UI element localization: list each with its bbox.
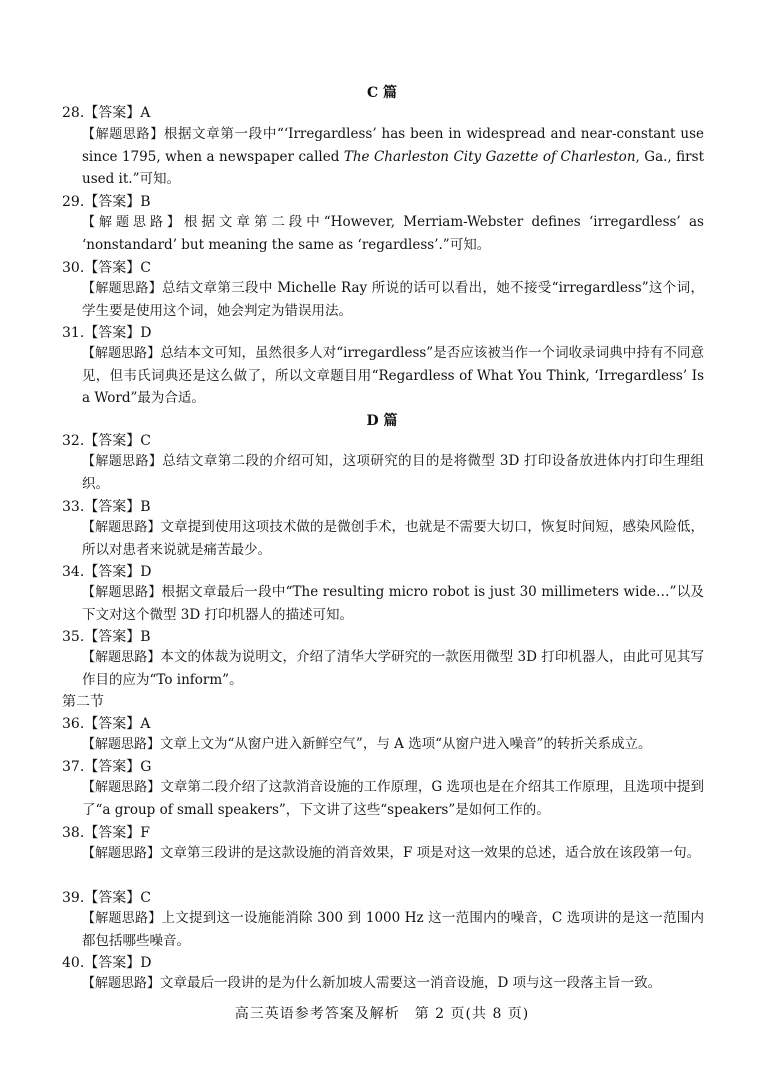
question-34-answer: 34.【答案】D	[62, 564, 152, 580]
question-36-answer: 36.【答案】A	[62, 716, 151, 732]
question-30-explanation: 【解题思路】总结文章第三段中 Michelle Ray 所说的话可以看出，她不接受“irregardless”这个词，学生要是使用这个词，她会判定为错误用法。	[82, 280, 704, 319]
question-33-explanation: 【解题思路】文章提到使用这项技术做的是微创手术，也就是不需要大切口，恢复时间短，感染风险低，所以对患者来说就是痛苦最少。	[82, 519, 704, 558]
question-40-explanation: 【解题思路】文章最后一段讲的是为什么新加坡人需要这一消音设施，D 项与这一段落主旨一致。	[82, 975, 662, 991]
question-28-explanation: 【解题思路】根据文章第一段中“‘Irregardless’ has been in widespread and near-constant use since 1795, when a newspaper called The Charleston City Gazette of Charleston, Ga., first used it.”可知。	[82, 126, 704, 187]
page-footer: 高三英语参考答案及解析 第 2 页(共 8 页)	[234, 1006, 530, 1022]
section-c-title: C 篇	[366, 85, 398, 101]
question-35-answer: 35.【答案】B	[62, 629, 151, 645]
question-37-answer: 37.【答案】G	[62, 759, 152, 775]
question-35-explanation: 【解题思路】本文的体裁为说明文，介绍了清华大学研究的一款医用微型 3D 打印机器人，由此可见其写作目的应为“To inform”。	[82, 649, 704, 688]
question-36-explanation: 【解题思路】文章上文为“从窗户进入新鲜空气”，与 A 选项“从窗户进入噪音”的转折关系成立。	[82, 736, 652, 752]
question-31-answer: 31.【答案】D	[62, 325, 152, 341]
subsection-title: 第二节	[62, 694, 104, 710]
question-33-answer: 33.【答案】B	[62, 499, 151, 515]
question-30-answer: 30.【答案】C	[62, 260, 151, 276]
question-34-explanation: 【解题思路】根据文章最后一段中“The resulting micro robot is just 30 millimeters wide…”以及下文对这个微型 3D 打印机器人的描述可知。	[82, 584, 704, 623]
question-38-explanation: 【解题思路】文章第三段讲的是这款设施的消音效果，F 项是对这一效果的总述，适合放在该段第一句。	[82, 845, 701, 861]
question-32-explanation: 【解题思路】总结文章第二段的介绍可知，这项研究的目的是将微型 3D 打印设备放进体内打印生理组织。	[82, 453, 704, 492]
question-32-answer: 32.【答案】C	[62, 433, 151, 449]
question-31-explanation: 【解题思路】总结本文可知，虽然很多人对“irregardless”是否应该被当作一个词收录词典中持有不同意见，但韦氏词典还是这么做了，所以文章题目用“Regardless of What You Think, ‘Irregardless’ Is a Word”最为合适。	[82, 345, 704, 406]
question-38-answer: 38.【答案】F	[62, 825, 150, 841]
question-40-answer: 40.【答案】D	[62, 955, 152, 971]
question-39-explanation: 【解题思路】上文提到这一设施能消除 300 到 1000 Hz 这一范围内的噪音，C 选项讲的是这一范围内都包括哪些噪音。	[82, 910, 704, 949]
section-d-title: D 篇	[366, 413, 398, 429]
question-39-answer: 39.【答案】C	[62, 890, 151, 906]
question-37-explanation: 【解题思路】文章第二段介绍了这款消音设施的工作原理，G 选项也是在介绍其工作原理，且选项中提到了“a group of small speakers”，下文讲了这些“speakers”是如何工作的。	[82, 779, 704, 818]
question-29-answer: 29.【答案】B	[62, 194, 151, 210]
question-28-answer: 28.【答案】A	[62, 105, 151, 121]
question-29-explanation: 【解题思路】根据文章第二段中“However, Merriam-Webster defines ‘irregardless’ as ‘nonstandard’ but meaning the same as ‘regardless’.”可知。	[82, 214, 704, 253]
